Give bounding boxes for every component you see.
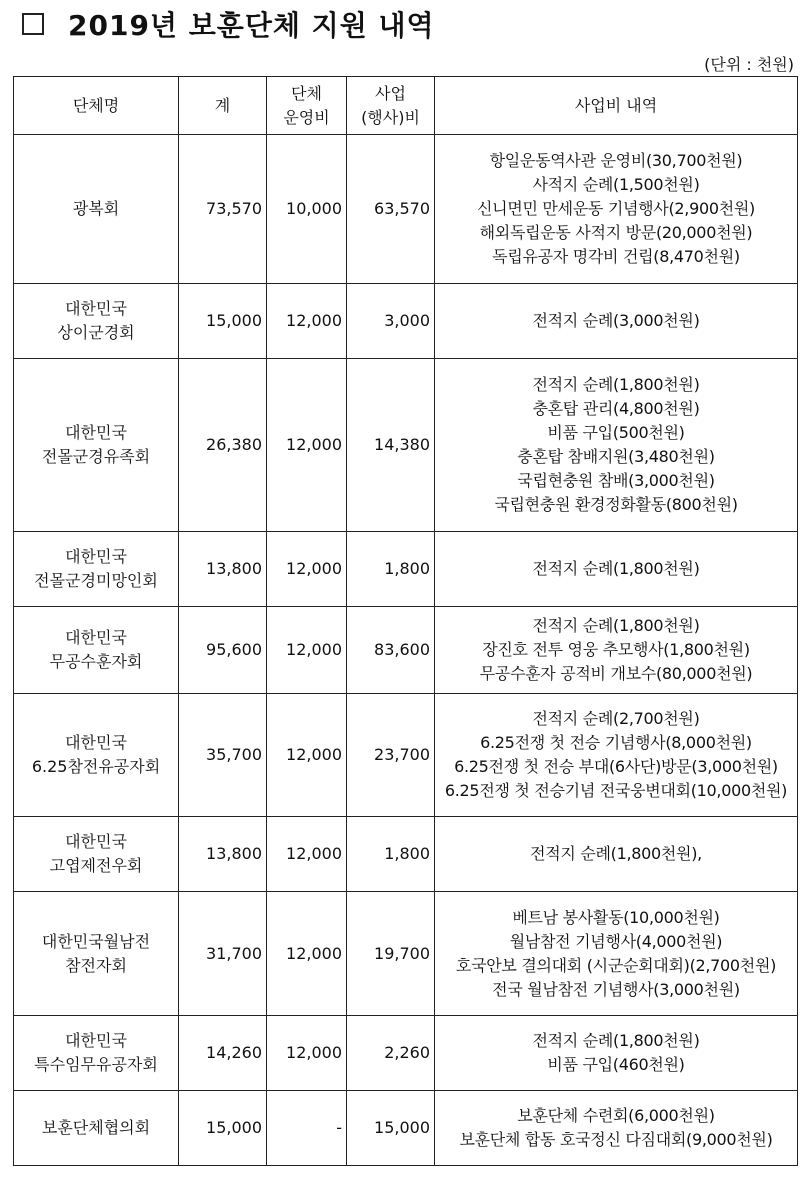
organization-name-line: 대한민국 — [65, 628, 127, 647]
organization-name-line: 대한민국 — [65, 832, 127, 851]
cell-business-cost: 2,260 — [347, 1016, 435, 1091]
header-name: 단체명 — [14, 77, 179, 135]
detail-line: 항일운동역사관 운영비(30,700천원) — [489, 151, 743, 170]
organization-name-line: 참전자회 — [65, 955, 127, 975]
cell-business-detail — [435, 532, 798, 607]
cell-total: 73,570 — [179, 135, 267, 284]
cell-total: 15,000 — [179, 1091, 267, 1166]
checkbox-square-icon — [22, 13, 44, 35]
detail-line: 보훈단체 수련회(6,000천원) — [517, 1106, 715, 1125]
cell-organization-name — [14, 1016, 179, 1091]
organization-name-line: 광복회 — [72, 199, 120, 218]
cell-total: 26,380 — [179, 359, 267, 532]
header-operating-line1: 단체 — [291, 83, 322, 103]
organization-name-line: 전몰군경유족회 — [41, 447, 151, 466]
detail-line: 6.25전쟁 첫 전승 기념행사(8,000천원) — [480, 733, 752, 752]
detail-line: 베트남 봉사활동(10,000천원) — [512, 907, 720, 927]
cell-business-detail — [435, 1016, 798, 1091]
cell-organization-name — [14, 1091, 179, 1166]
header-detail: 사업비 내역 — [435, 77, 798, 135]
cell-total: 95,600 — [179, 607, 267, 694]
unit-label: (단위 : 천원) — [704, 55, 794, 74]
cell-organization-name — [14, 532, 179, 607]
detail-line: 충혼탑 관리(4,800천원) — [532, 399, 700, 418]
cell-operating-cost: 12,000 — [267, 607, 347, 694]
cell-business-cost: 19,700 — [347, 892, 435, 1016]
cell-business-cost: 15,000 — [347, 1091, 435, 1166]
cell-operating-cost: 12,000 — [267, 359, 347, 532]
detail-line: 해외독립운동 사적지 방문(20,000천원) — [479, 223, 753, 242]
detail-line: 전적지 순례(1,800천원) — [532, 375, 700, 394]
organization-name-line: 대한민국 — [65, 1031, 127, 1050]
header-operating — [267, 77, 347, 135]
table-row — [14, 694, 798, 817]
table-row — [14, 892, 798, 1016]
table-row — [14, 359, 798, 532]
organization-name-line: 대한민국월남전 — [41, 931, 151, 951]
detail-line: 전적지 순례(1,800천원) — [532, 616, 700, 635]
detail-line: 비품 구입(460천원) — [547, 1055, 685, 1074]
table-row — [14, 817, 798, 892]
cell-business-cost: 83,600 — [347, 607, 435, 694]
cell-organization-name — [14, 284, 179, 359]
header-business-line1: 사업 — [375, 83, 406, 103]
detail-line: 전적지 순례(1,800천원) — [532, 559, 700, 578]
organization-name-line: 특수임무유공자회 — [34, 1055, 158, 1074]
support-table — [13, 76, 798, 1166]
cell-operating-cost: 12,000 — [267, 817, 347, 892]
detail-line: 국립현충원 참배(3,000천원) — [517, 471, 715, 490]
organization-name-line: 보훈단체협의회 — [41, 1118, 151, 1137]
cell-organization-name — [14, 694, 179, 817]
detail-line: 전적지 순례(1,800천원), — [530, 844, 702, 863]
organization-name-line: 대한민국 — [65, 733, 127, 752]
detail-line: 보훈단체 합동 호국정신 다짐대회(9,000천원) — [459, 1130, 773, 1149]
cell-business-detail — [435, 892, 798, 1016]
cell-business-detail — [435, 694, 798, 817]
cell-total: 31,700 — [179, 892, 267, 1016]
header-operating-line2: 운영비 — [283, 107, 330, 127]
detail-line: 충혼탑 참배지원(3,480천원) — [517, 447, 715, 466]
detail-line: 무공수훈자 공적비 개보수(80,000천원) — [479, 664, 753, 683]
organization-name-line: 전몰군경미망인회 — [34, 571, 158, 590]
detail-line: 전적지 순례(2,700천원) — [532, 709, 700, 728]
detail-line: 비품 구입(500천원) — [547, 423, 685, 442]
cell-total: 13,800 — [179, 532, 267, 607]
cell-organization-name — [14, 135, 179, 284]
cell-operating-cost: 12,000 — [267, 892, 347, 1016]
detail-line: 전적지 순례(1,800천원) — [532, 1031, 700, 1050]
detail-line: 6.25전쟁 첫 전승 부대(6사단)방문(3,000천원) — [454, 757, 778, 776]
cell-total: 14,260 — [179, 1016, 267, 1091]
header-row — [14, 77, 798, 135]
cell-business-detail — [435, 284, 798, 359]
cell-business-detail — [435, 135, 798, 284]
table-row — [14, 607, 798, 694]
cell-business-cost: 63,570 — [347, 135, 435, 284]
cell-business-detail — [435, 607, 798, 694]
cell-total: 13,800 — [179, 817, 267, 892]
cell-business-detail — [435, 1091, 798, 1166]
organization-name-line: 무공수훈자회 — [49, 652, 143, 671]
cell-operating-cost: 10,000 — [267, 135, 347, 284]
table-row — [14, 1016, 798, 1091]
table-row — [14, 1091, 798, 1166]
table-row — [14, 284, 798, 359]
detail-line: 독립유공자 명각비 건립(8,470천원) — [492, 247, 740, 266]
cell-business-cost: 23,700 — [347, 694, 435, 817]
title-row — [22, 4, 435, 44]
detail-line: 6.25전쟁 첫 전승기념 전국웅변대회(10,000천원) — [444, 781, 788, 800]
cell-organization-name — [14, 892, 179, 1016]
cell-organization-name — [14, 359, 179, 532]
header-total: 계 — [179, 77, 267, 135]
detail-line: 장진호 전투 영웅 추모행사(1,800천원) — [482, 640, 750, 659]
detail-line: 전적지 순례(3,000천원) — [532, 311, 700, 330]
page-title: 2019년 보훈단체 지원 내역 — [68, 9, 435, 42]
cell-operating-cost: - — [267, 1091, 347, 1166]
organization-name-line: 고엽제전우회 — [49, 856, 143, 875]
table-body — [14, 135, 798, 1166]
organization-name-line: 상이군경회 — [57, 323, 135, 342]
cell-operating-cost: 12,000 — [267, 694, 347, 817]
cell-business-cost: 3,000 — [347, 284, 435, 359]
detail-line: 호국안보 결의대회 (시군순회대회)(2,700천원) — [455, 955, 777, 975]
organization-name-line: 대한민국 — [65, 423, 127, 442]
cell-business-detail — [435, 817, 798, 892]
cell-total: 35,700 — [179, 694, 267, 817]
organization-name-line: 대한민국 — [65, 547, 127, 566]
table-row — [14, 135, 798, 284]
cell-operating-cost: 12,000 — [267, 284, 347, 359]
cell-operating-cost: 12,000 — [267, 1016, 347, 1091]
cell-business-cost: 1,800 — [347, 817, 435, 892]
cell-organization-name — [14, 607, 179, 694]
cell-business-detail — [435, 359, 798, 532]
cell-business-cost: 14,380 — [347, 359, 435, 532]
detail-line: 월남참전 기념행사(4,000천원) — [509, 931, 723, 951]
cell-business-cost: 1,800 — [347, 532, 435, 607]
cell-total: 15,000 — [179, 284, 267, 359]
organization-name-line: 대한민국 — [65, 299, 127, 318]
table-row — [14, 532, 798, 607]
cell-organization-name — [14, 817, 179, 892]
organization-name-line: 6.25참전유공자회 — [31, 757, 161, 776]
detail-line: 신니면민 만세운동 기념행사(2,900천원) — [477, 199, 755, 218]
detail-line: 사적지 순례(1,500천원) — [532, 175, 700, 194]
header-business — [347, 77, 435, 135]
detail-line: 국립현충원 환경정화활동(800천원) — [494, 495, 738, 514]
header-business-line2: (행사)비 — [361, 107, 420, 127]
detail-line: 전국 월남참전 기념행사(3,000천원) — [492, 979, 740, 999]
cell-operating-cost: 12,000 — [267, 532, 347, 607]
